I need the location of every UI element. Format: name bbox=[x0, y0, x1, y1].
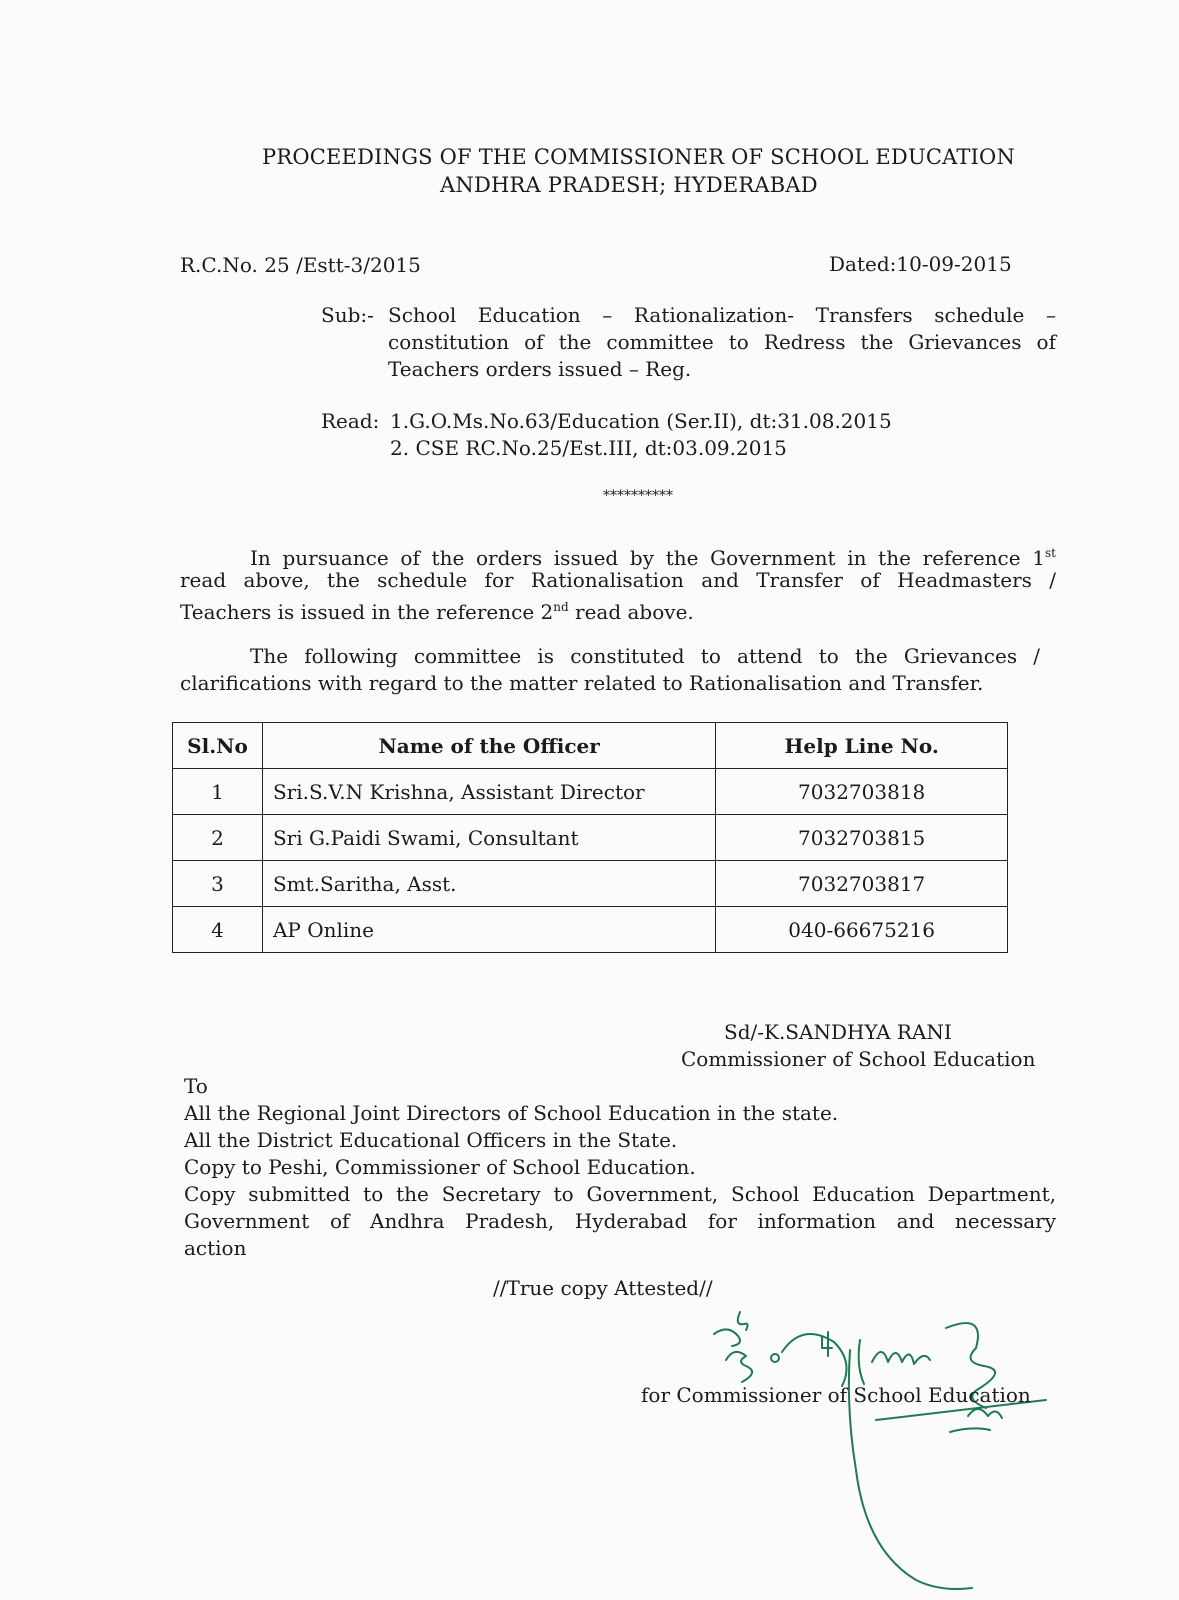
table-header-row bbox=[173, 723, 1008, 769]
signatory-title: Commissioner of School Education bbox=[681, 1047, 1036, 1071]
handwritten-signature bbox=[700, 1300, 1090, 1590]
table-row bbox=[173, 769, 1008, 815]
header-slno: Sl.No bbox=[173, 723, 263, 769]
row-officer-name: AP Online bbox=[262, 907, 715, 953]
to-line-4: Copy submitted to the Secretary to Government, School Education Department, bbox=[184, 1182, 1056, 1206]
para1-line-3 bbox=[180, 594, 694, 625]
rc-number: R.C.No. 25 /Estt-3/2015 bbox=[180, 253, 421, 277]
to-line-2: All the District Educational Officers in the State. bbox=[184, 1128, 678, 1152]
signatory-name: Sd/-K.SANDHYA RANI bbox=[724, 1020, 952, 1044]
table-row bbox=[173, 907, 1008, 953]
para1-line-3-sup: nd bbox=[553, 600, 569, 614]
row-officer-name: Sri.S.V.N Krishna, Assistant Director bbox=[262, 769, 715, 815]
row-helpline: 7032703817 bbox=[716, 861, 1008, 907]
read-item-2: 2. CSE RC.No.25/Est.III, dt:03.09.2015 bbox=[390, 436, 787, 460]
row-helpline: 7032703815 bbox=[716, 815, 1008, 861]
row-slno: 1 bbox=[173, 769, 263, 815]
to-line-1: All the Regional Joint Directors of School Education in the state. bbox=[184, 1101, 839, 1125]
subject-line-2: constitution of the committee to Redress the Grievances of bbox=[388, 330, 1056, 354]
to-line-5: Government of Andhra Pradesh, Hyderabad for information and necessary bbox=[184, 1209, 1056, 1233]
row-slno: 4 bbox=[173, 907, 263, 953]
para1-line-1-text: In pursuance of the orders issued by the Government in the reference 1 bbox=[250, 546, 1046, 570]
para2-line-2: clarifications with regard to the matter related to Rationalisation and Transfer. bbox=[180, 671, 984, 695]
dated: Dated:10-09-2015 bbox=[829, 252, 1012, 276]
header-helpline: Help Line No. bbox=[716, 723, 1008, 769]
para2-line-1: The following committee is constituted to attend to the Grievances / bbox=[250, 644, 1040, 668]
row-officer-name: Sri G.Paidi Swami, Consultant bbox=[262, 815, 715, 861]
row-helpline: 040-66675216 bbox=[716, 907, 1008, 953]
true-copy-attested: //True copy Attested// bbox=[493, 1276, 713, 1300]
row-slno: 3 bbox=[173, 861, 263, 907]
para1-line-1-sup: st bbox=[1045, 546, 1056, 560]
para1-line-2: read above, the schedule for Rationalisation and Transfer of Headmasters / bbox=[180, 568, 1056, 592]
row-slno: 2 bbox=[173, 815, 263, 861]
header-line-1: PROCEEDINGS OF THE COMMISSIONER OF SCHOOL EDUCATION bbox=[262, 145, 1016, 169]
subject-label: Sub:- bbox=[321, 303, 374, 327]
to-line-6: action bbox=[184, 1236, 247, 1260]
subject-line-1: School Education – Rationalization- Transfers schedule – bbox=[388, 303, 1056, 327]
table-row bbox=[173, 861, 1008, 907]
committee-table bbox=[172, 722, 1008, 953]
header-officer-name: Name of the Officer bbox=[262, 723, 715, 769]
read-item-1: 1.G.O.Ms.No.63/Education (Ser.II), dt:31.08.2015 bbox=[390, 409, 892, 433]
row-helpline: 7032703818 bbox=[716, 769, 1008, 815]
to-line-3: Copy to Peshi, Commissioner of School Education. bbox=[184, 1155, 696, 1179]
para1-line-3-text-b: read above. bbox=[568, 600, 694, 624]
row-officer-name: Smt.Saritha, Asst. bbox=[262, 861, 715, 907]
separator-stars: ********** bbox=[603, 488, 673, 504]
to-label: To bbox=[184, 1074, 208, 1098]
subject-line-3: Teachers orders issued – Reg. bbox=[388, 357, 692, 381]
header-line-2: ANDHRA PRADESH; HYDERABAD bbox=[440, 173, 818, 197]
table-row bbox=[173, 815, 1008, 861]
para1-line-3-text-a: Teachers is issued in the reference 2 bbox=[180, 600, 554, 624]
read-label: Read: bbox=[321, 409, 380, 433]
for-commissioner-line: for Commissioner of School Education bbox=[641, 1383, 1031, 1407]
